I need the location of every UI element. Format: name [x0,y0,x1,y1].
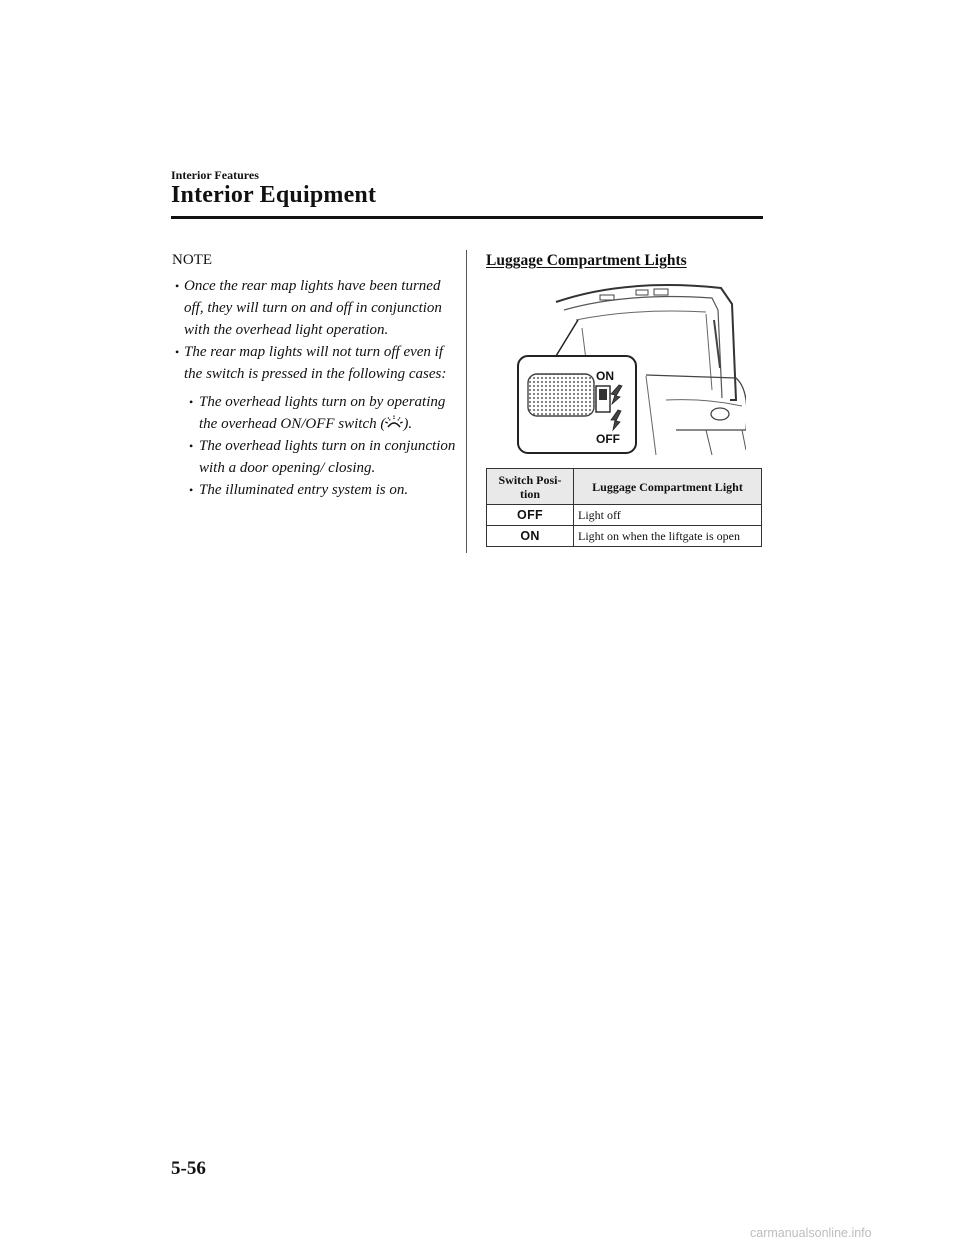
column-header-switch-position: Switch Posi- tion [487,469,574,505]
luggage-column [486,252,762,543]
note-item-text: Once the rear map lights have been turned off, they will turn on and off in conjunction with the overhead light operation. [184,278,442,338]
page-number: 5-56 [171,1158,206,1179]
light-description-cell: Light off [574,505,762,526]
note-sub-item-text-end: ). [403,416,413,432]
page-title: Interior Equipment [171,182,377,208]
luggage-light-illustration [516,280,746,455]
watermark: carmanualsonline.info [750,1226,872,1240]
note-sub-item [184,479,456,501]
bullet-icon: • [189,483,194,497]
figure-label-on: ON [596,369,614,383]
title-rule [171,216,763,219]
bullet-icon: • [189,395,194,409]
note-sub-item-text: The illuminated entry system is on. [199,482,409,498]
figure-label-off: OFF [596,432,620,446]
note-sub-item-text: The overhead lights turn on by operating the overhead ON/OFF switch ( [199,394,446,432]
switch-position-cell: ON [487,526,574,547]
overhead-light-icon [385,415,403,429]
luggage-light-table [486,468,762,547]
table-row [487,505,762,526]
note-list [171,275,456,501]
section-heading: Luggage Compartment Lights [486,252,687,269]
section-label: Interior Features [171,168,259,182]
column-header-luggage-light: Luggage Compartment Light [574,469,762,505]
column-divider [466,250,467,553]
note-item [171,341,456,501]
bullet-icon: • [189,439,194,453]
note-sub-list [184,391,456,501]
note-sub-item [184,391,456,435]
light-description-cell: Light on when the liftgate is open [574,526,762,547]
note-sub-item-text: The overhead lights turn on in conjunction with a door opening/ closing. [199,438,456,476]
note-item [171,275,456,341]
bullet-icon: • [175,345,180,359]
table-header-row [487,469,762,505]
table-row [487,526,762,547]
note-item-text: The rear map lights will not turn off even if the switch is pressed in the following cases: [184,344,447,382]
note-column [171,252,456,501]
note-sub-item [184,435,456,479]
switch-position-cell: OFF [487,505,574,526]
bullet-icon: • [175,279,180,293]
note-label: NOTE [172,252,212,268]
